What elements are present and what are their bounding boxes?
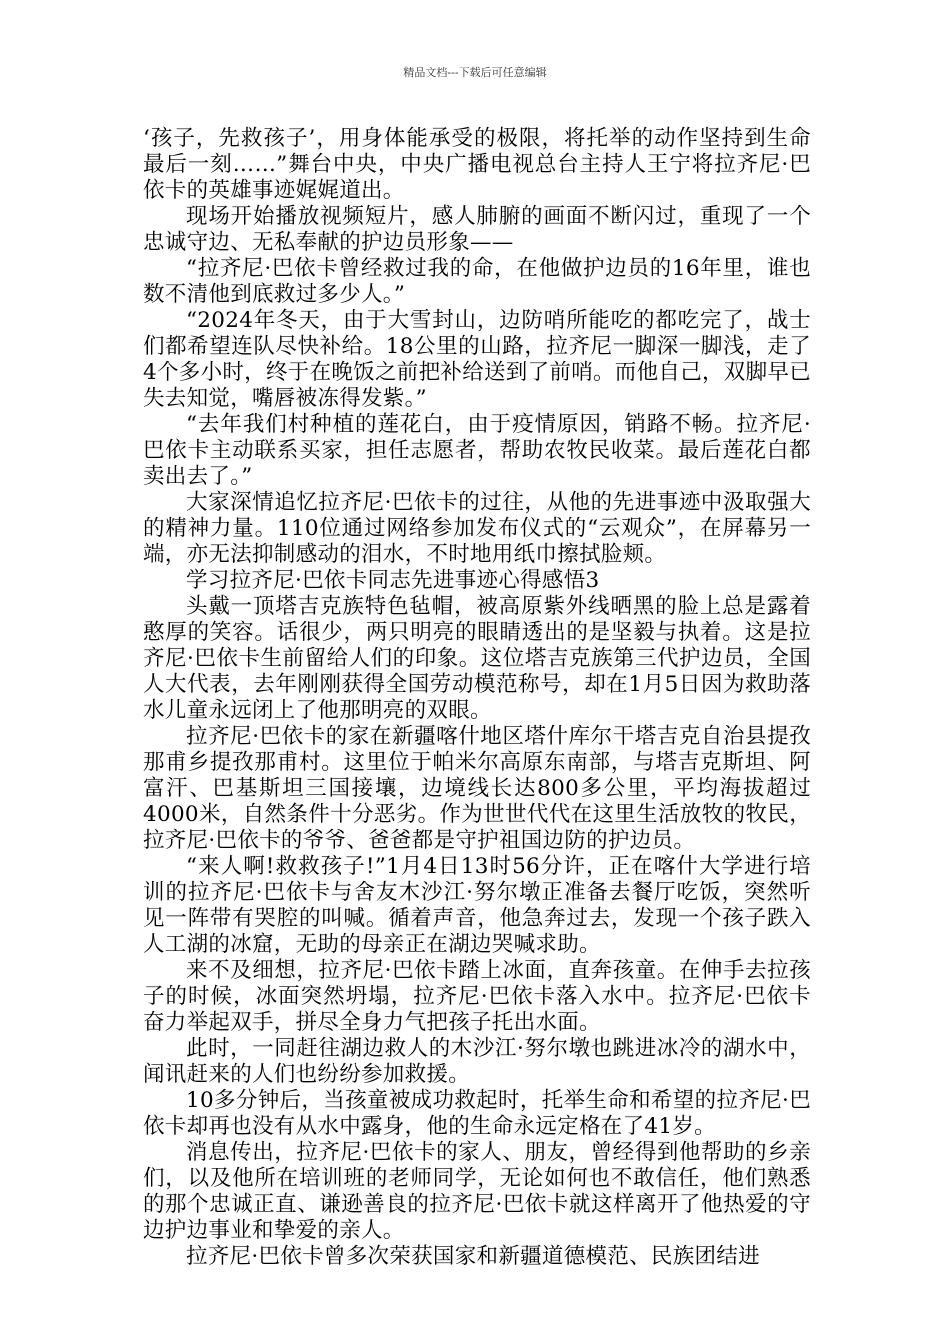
paragraph: 拉齐尼·巴依卡曾多次荣获国家和新疆道德模范、民族团结进 [186, 1244, 760, 1269]
section-heading: 学习拉齐尼·巴依卡同志先进事迹心得感悟3 [186, 568, 600, 593]
paragraph: 头戴一顶塔吉克族特色毡帽，被高原紫外线晒黑的脸上总是露着憨厚的笑容。话很少，两只明亮的眼睛透出的是坚毅与执着。这是拉齐尼·巴依卡生前留给人们的印象。这位塔吉克族第三代护边员，全国人大代表，去年刚刚获得全国劳动模范称号，却在1月5日因为救助落水儿童永远闭上了他那明亮的双眼。 [143, 594, 811, 723]
paragraph: “去年我们村种植的莲花白，由于疫情原因，销路不畅。拉齐尼·巴依卡主动联系买家，担任志愿者，帮助农牧民收菜。最后莲花白都卖出去了。” [143, 412, 811, 489]
paragraph: 10多分钟后，当孩童被成功救起时，托举生命和希望的拉齐尼·巴依卡却再也没有从水中露身，他的生命永远定格在了41岁。 [143, 1088, 811, 1139]
document-body [143, 126, 811, 1270]
page-header: 精品文档---下载后可任意编辑 [403, 66, 547, 79]
paragraph: “拉齐尼·巴依卡曾经救过我的命，在他做护边员的16年里，谁也数不清他到底救过多少人。” [143, 256, 811, 307]
paragraph: ‘孩子，先救孩子’，用身体能承受的极限，将托举的动作坚持到生命最后一刻……”舞台中央，中央广播电视总台主持人王宁将拉齐尼·巴依卡的英雄事迹娓娓道出。 [143, 126, 811, 203]
paragraph: 消息传出，拉齐尼·巴依卡的家人、朋友，曾经得到他帮助的乡亲们，以及他所在培训班的老师同学，无论如何也不敢信任，他们熟悉的那个忠诚正直、谦逊善良的拉齐尼·巴依卡就这样离开了他热爱的守边护边事业和挚爱的亲人。 [143, 1140, 811, 1243]
paragraph: 拉齐尼·巴依卡的家在新疆喀什地区塔什库尔干塔吉克自治县提孜那甫乡提孜那甫村。这里位于帕米尔高原东南部，与塔吉克斯坦、阿富汗、巴基斯坦三国接壤，边境线长达800多公里，平均海拔超过4000米，自然条件十分恶劣。作为世世代代在这里生活放牧的牧民，拉齐尼·巴依卡的爷爷、爸爸都是守护祖国边防的护边员。 [143, 724, 811, 853]
paragraph: “来人啊!救救孩子!”1月4日13时56分许，正在喀什大学进行培训的拉齐尼·巴依卡与舍友木沙江·努尔墩正准备去餐厅吃饭，突然听见一阵带有哭腔的叫喊。循着声音，他急奔过去，发现一个孩子跌入人工湖的冰窟，无助的母亲正在湖边哭喊求助。 [143, 854, 811, 957]
paragraph: 此时，一同赶往湖边救人的木沙江·努尔墩也跳进冰冷的湖水中，闻讯赶来的人们也纷纷参加救援。 [143, 1036, 811, 1087]
paragraph: 大家深情追忆拉齐尼·巴依卡的过往，从他的先进事迹中汲取强大的精神力量。110位通过网络参加发布仪式的“云观众”，在屏幕另一端，亦无法抑制感动的泪水，不时地用纸巾擦拭脸颊。 [143, 490, 811, 567]
paragraph: 来不及细想，拉齐尼·巴依卡踏上冰面，直奔孩童。在伸手去拉孩子的时候，冰面突然坍塌，拉齐尼·巴依卡落入水中。拉齐尼·巴依卡奋力举起双手，拼尽全身力气把孩子托出水面。 [143, 958, 811, 1035]
paragraph: “2024年冬天，由于大雪封山，边防哨所能吃的都吃完了，战士们都希望连队尽快补给。18公里的山路，拉齐尼一脚深一脚浅，走了4个多小时，终于在晚饭之前把补给送到了前哨。而他自己，双脚早已失去知觉，嘴唇被冻得发紫。” [143, 308, 811, 411]
paragraph: 现场开始播放视频短片，感人肺腑的画面不断闪过，重现了一个忠诚守边、无私奉献的护边员形象—— [143, 204, 811, 255]
